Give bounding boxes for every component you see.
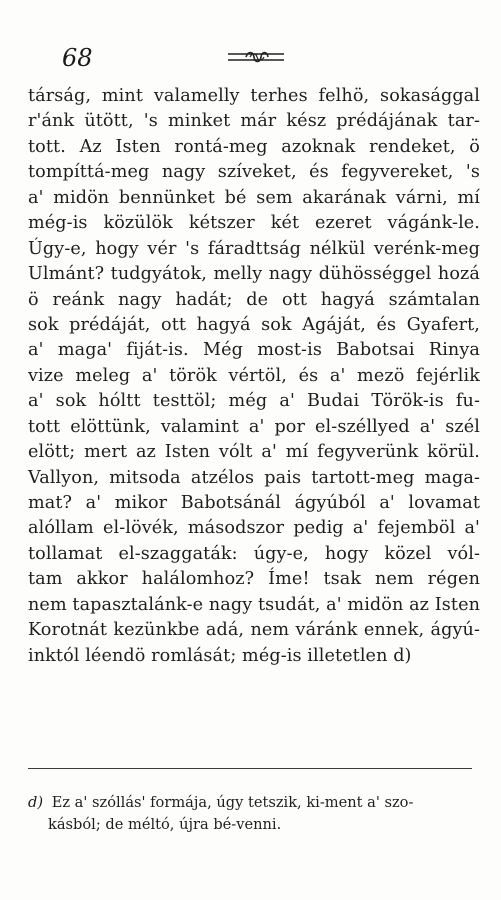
text-line: a' maga' fiját-is. Még most-is Babotsai Rinya	[28, 340, 480, 361]
text-line: alóllam el-lövék, másodszor pedig a' fejemböl a'	[28, 518, 480, 539]
footnote-line-2	[28, 814, 476, 836]
text-line: sok prédáját, ott hagyá sok Agáját, és Gyafert,	[28, 314, 480, 335]
footnote-divider	[28, 768, 472, 769]
text-line: a' midön bennünket bé sem akarának várni, mí	[28, 187, 480, 208]
text-line: elött; mert az Isten vólt a' mí fegyverünk körül.	[28, 442, 480, 463]
text-line: tollamat el-szaggaták: úgy-e, hogy közel vól-	[28, 543, 480, 564]
text-line: nem tapasztalánk-e nagy tsudát, a' midön az Isten	[28, 594, 481, 615]
text-line: tott elöttünk, valamint a' por el-széllyed a' szél	[28, 416, 480, 437]
footnote-line-1	[28, 792, 476, 814]
text-line: a' sok hóltt testtöl; még a' Budai Török-is fu-	[28, 391, 480, 412]
footnote-marker: d)	[28, 794, 44, 811]
text-line: társág, mint valamelly terhes felhö, sokasággal	[28, 86, 480, 106]
text-line: még-is közülök kétszer két ezeret vágánk-le.	[28, 213, 480, 234]
text-line: vize meleg a' török vértöl, és a' mezö fejérlik	[28, 365, 480, 386]
text-line: ö reánk nagy hadát; de ott hagyá számtalan	[28, 289, 480, 310]
body-text	[28, 84, 480, 669]
footnote	[28, 792, 476, 836]
footnote-text-2: kásból; de méltó, újra bé-venni.	[48, 816, 282, 833]
text-line: mat? a' mikor Babotsánál ágyúból a' lovamat	[28, 493, 480, 513]
page-number: 68	[62, 44, 93, 72]
text-line: Úgy-e, hogy vér 's fáradttság nélkül verénk-meg	[28, 238, 480, 259]
text-line: tott. Az Isten rontá-meg azoknak rendeket, ö	[28, 136, 480, 157]
footnote-text-1: Ez a' szóllás' formája, úgy tetszik, ki-ment a' szo-	[51, 794, 414, 811]
text-line: inktól léendö romlását; még-is illetetlen d)	[28, 645, 412, 666]
text-line: Korotnát kezünkbe adá, nem váránk ennek, ágyú-	[28, 620, 480, 641]
text-line: tompíttá-meg nagy szíveket, és fegyvereket, 's	[28, 162, 480, 183]
text-line: tam akkor halálomhoz? Íme! tsak nem régen	[28, 569, 480, 590]
ornament-icon	[228, 50, 284, 64]
text-line: Ulmánt? tudgyátok, melly nagy dühösséggel hozá	[28, 264, 480, 285]
text-line: Vallyon, mitsoda atzélos pais tartott-meg maga-	[28, 467, 480, 488]
text-line: r'ánk ütött, 's minket már kész prédájának tar-	[28, 111, 480, 132]
